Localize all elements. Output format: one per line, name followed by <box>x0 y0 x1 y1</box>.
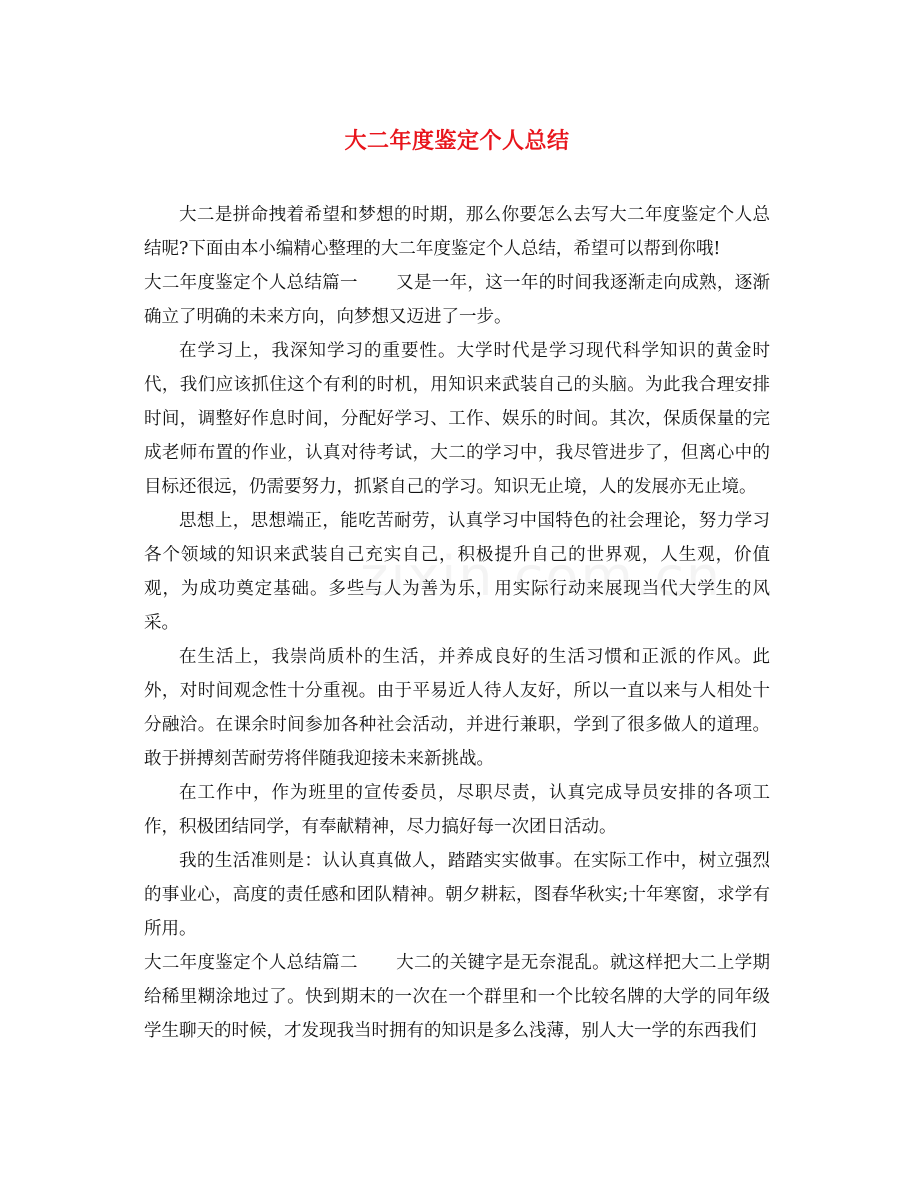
paragraph-principle <box>144 844 770 946</box>
paragraph-text: 大二是拼命拽着希望和梦想的时期，那么你要怎么去写大二年度鉴定个人总结呢?下面由本小编精心整理的大二年度鉴定个人总结，希望可以帮到你哦! <box>144 205 770 259</box>
paragraph-text: 在生活上，我崇尚质朴的生活，并养成良好的生活习惯和正派的作风。此外，对时间观念性十分重视。由于平易近人待人友好，所以一直以来与人相处十分融洽。在课余时间参加各种社会活动，并进行兼职，学到了很多做人的道理。敢于拼搏刻苦耐劳将伴随我迎接未来新挑战。 <box>144 647 770 769</box>
paragraph-text: 在工作中，作为班里的宣传委员，尽职尽责，认真完成导员安排的各项工作，积极团结同学，有奉献精神，尽力搞好每一次团日活动。 <box>144 783 770 837</box>
document-body <box>144 198 770 1048</box>
paragraph-section-one-start <box>144 266 770 334</box>
section-heading: 大二年度鉴定个人总结篇二 <box>144 953 358 973</box>
paragraph-text: 大二的关键字是无奈混乱。就这样把大二上学期给稀里糊涂地过了。快到期末的一次在一个群里和一个比较名牌的大学的同年级学生聊天的时候，才发现我当时拥有的知识是多么浅薄，别人大一学的东西我们 <box>144 953 771 1041</box>
page-title: 大二年度鉴定个人总结 <box>344 128 570 154</box>
paragraph-text: 我的生活准则是：认认真真做人，踏踏实实做事。在实际工作中，树立强烈的事业心，高度的责任感和团队精神。朝夕耕耘，图春华秋实;十年寒窗，求学有所用。 <box>144 851 770 939</box>
paragraph-study <box>144 334 770 504</box>
paragraph-intro <box>144 198 770 266</box>
paragraph-text: 思想上，思想端正，能吃苦耐劳，认真学习中国特色的社会理论，努力学习各个领域的知识来武装自己充实自己，积极提升自己的世界观，人生观，价值观，为成功奠定基础。多些与人为善为乐，用实际行动来展现当代大学生的风采。 <box>144 511 770 633</box>
paragraph-text: 在学习上，我深知学习的重要性。大学时代是学习现代科学知识的黄金时代，我们应该抓住这个有利的时机，用知识来武装自己的头脑。为此我合理安排时间，调整好作息时间，分配好学习、工作、娱乐的时间。其次，保质保量的完成老师布置的作业，认真对待考试，大二的学习中，我尽管进步了，但离心中的目标还很远，仍需要努力，抓紧自己的学习。知识无止境，人的发展亦无止境。 <box>144 341 770 497</box>
paragraph-section-two-start <box>144 946 770 1048</box>
section-heading: 大二年度鉴定个人总结篇一 <box>144 273 358 293</box>
paragraph-life <box>144 640 770 776</box>
paragraph-thought <box>144 504 770 640</box>
paragraph-work <box>144 776 770 844</box>
paragraph-text: 又是一年，这一年的时间我逐渐走向成熟，逐渐确立了明确的未来方向，向梦想又迈进了一步。 <box>144 273 771 327</box>
